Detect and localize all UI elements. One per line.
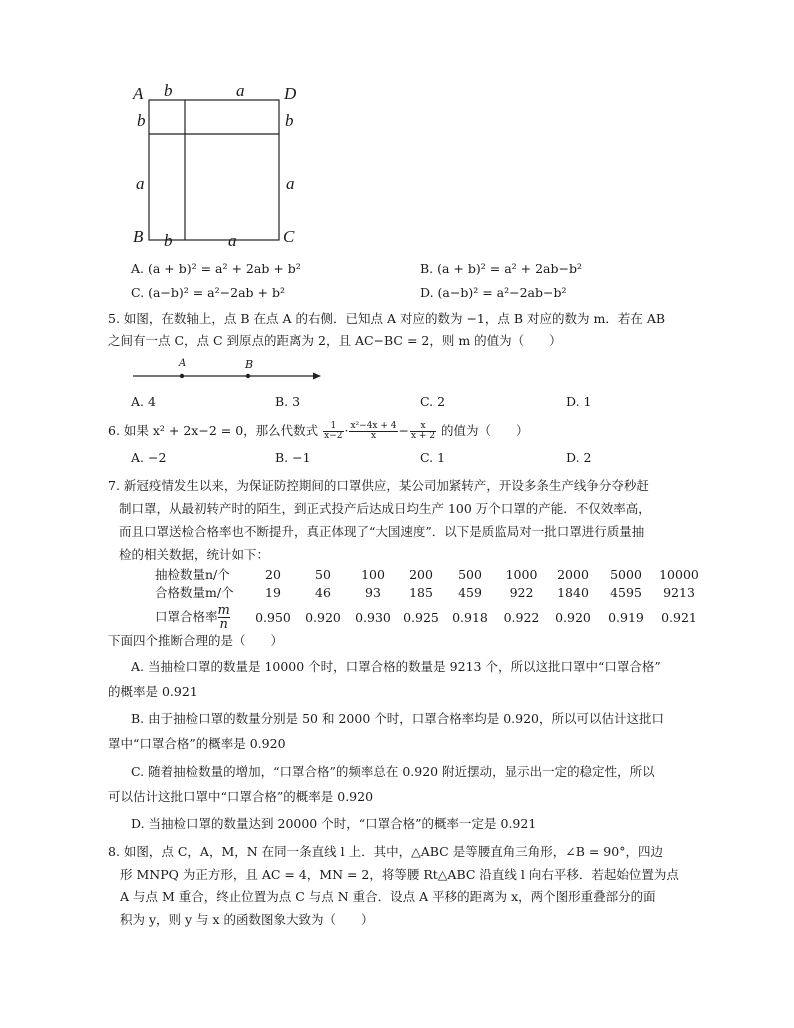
table-cell: 200 xyxy=(409,566,433,582)
numberline-label-A: A xyxy=(179,358,187,369)
table-cell: 0.918 xyxy=(452,609,488,625)
side-label-left-a: a xyxy=(136,174,145,193)
side-label-right-a: a xyxy=(286,174,295,193)
table-cell: 20 xyxy=(265,566,281,582)
q5-option-b: B. 3 xyxy=(275,394,301,409)
q6-option-a: A. −2 xyxy=(131,450,167,465)
q7-option-a-line-2: 的概率是 0.921 xyxy=(108,684,198,699)
table-cell: 50 xyxy=(315,566,331,582)
table-cell: 0.919 xyxy=(608,609,644,625)
side-label-top-a: a xyxy=(236,81,245,100)
corner-label-A: A xyxy=(133,84,144,103)
q6-question: 6. 如果 x² + 2x−2 = 0，那么代数式 $\frac{1}{x-2}$ · $\frac{\text{x²−4x + 4}}{x}$ − $\frac{x}{x + 2}$ 的值为（ ） xyxy=(108,421,529,441)
q6-suffix: 的值为（ ） xyxy=(441,423,529,438)
table-row xyxy=(155,583,705,601)
q4-option-c: C. (a−b)² = a²−2ab + b² xyxy=(131,285,285,300)
q7-data-table xyxy=(155,565,705,633)
q6-option-c: C. 1 xyxy=(420,450,446,465)
table-row-label xyxy=(155,601,248,633)
table-row-label: 抽检数量n/个 xyxy=(155,567,230,582)
table-cell: 1000 xyxy=(505,566,538,582)
table-cell: 0.920 xyxy=(555,609,591,625)
table-cell: 0.922 xyxy=(503,609,540,625)
q5-option-c: C. 2 xyxy=(420,394,446,409)
table-cell: 1840 xyxy=(557,584,589,600)
q5-line-2: 之间有一点 C，点 C 到原点的距离为 2，且 AC−BC = 2，则 m 的值为（ ） xyxy=(108,333,562,348)
rate-fraction xyxy=(218,604,230,631)
table-cell: 46 xyxy=(315,584,331,600)
table-row xyxy=(155,601,705,633)
table-cell: 10000 xyxy=(659,566,699,582)
q6-fraction-3 xyxy=(410,422,436,441)
q6-option-d: D. 2 xyxy=(566,450,592,465)
square-diagram xyxy=(130,82,305,252)
q6-frac2-num: x²−4x + 4 xyxy=(350,421,397,431)
q7-line-1: 7. 新冠疫情发生以来，为保证防控期间的口罩供应，某公司加紧转产，开设多条生产线争分夺秒赶 xyxy=(108,478,649,493)
table-cell: 4595 xyxy=(610,584,642,600)
q5-option-a: A. 4 xyxy=(131,394,156,409)
q7-option-b-line-1: B. 由于抽检口罩的数量分别是 50 和 2000 个时，口罩合格率均是 0.920，所以可以估计这批口 xyxy=(131,711,665,726)
q8-line-2: 形 MNPQ 为正方形，且 AC = 4，MN = 2，将等腰 Rt△ABC 沿直线 l 向右平移．若起始位置为点 xyxy=(120,867,679,882)
q7-line-2: 制口罩，从最初转产时的陌生，到正式投产后达成日均生产 100 万个口罩的产能．不仅效率高， xyxy=(119,501,651,516)
table-cell: 2000 xyxy=(557,566,589,582)
q5-option-d: D. 1 xyxy=(566,394,592,409)
rate-frac-den: n xyxy=(219,616,228,632)
q7-line-4: 检的相关数据，统计如下： xyxy=(119,547,270,562)
rate-frac-num: m xyxy=(217,602,230,618)
corner-label-C: C xyxy=(283,227,295,246)
numberline-label-B: B xyxy=(245,358,254,371)
q6-prefix: 6. 如果 x² + 2x−2 = 0，那么代数式 xyxy=(108,423,319,438)
q4-option-d: D. (a−b)² = a²−2ab−b² xyxy=(420,285,567,300)
q6-fraction-2 xyxy=(349,422,397,441)
table-cell: 93 xyxy=(365,584,381,600)
number-line xyxy=(130,365,325,385)
q5-line-1: 5. 如图，在数轴上，点 B 在点 A 的右侧．已知点 A 对应的数为 −1，点 B 对应的数为 m．若在 AB xyxy=(108,311,666,326)
q4-option-a: A. (a + b)² = a² + 2ab + b² xyxy=(131,261,301,276)
q6-frac2-den: x xyxy=(370,431,377,441)
table-cell: 5000 xyxy=(610,566,642,582)
table-cell: 100 xyxy=(361,566,385,582)
q6-frac1-num: 1 xyxy=(323,422,343,432)
q6-option-b: B. −1 xyxy=(275,450,311,465)
table-cell: 459 xyxy=(458,584,482,600)
rate-label: 口罩合格率 xyxy=(155,608,218,624)
table-cell: 500 xyxy=(458,566,482,582)
q8-line-4: 积为 y，则 y 与 x 的函数图象大致为（ ） xyxy=(120,912,374,927)
q8-line-3: A 与点 M 重合，终止位置为点 C 与点 N 重合．设点 A 平移的距离为 x，两个图形重叠部分的面 xyxy=(120,889,656,904)
q6-frac3-den: x + 2 xyxy=(410,431,436,441)
table-row-label: 合格数量m/个 xyxy=(155,585,234,600)
table-cell: 0.921 xyxy=(661,609,697,625)
q7-question: 下面四个推断合理的是（ ） xyxy=(108,633,284,648)
corner-label-B: B xyxy=(133,227,144,246)
corner-label-D: D xyxy=(284,84,297,103)
table-row xyxy=(155,565,705,583)
q7-option-a-line-1: A. 当抽检口罩的数量是 10000 个时，口罩合格的数量是 9213 个，所以这批口罩中“口罩合格” xyxy=(131,659,661,674)
q7-option-c-line-1: C. 随着抽检数量的增加，“口罩合格”的频率总在 0.920 附近摆动，显示出一定的稳定性，所以 xyxy=(131,764,655,779)
q6-fraction-1 xyxy=(323,422,343,441)
table-cell: 0.930 xyxy=(355,609,391,625)
side-label-right-b: b xyxy=(285,111,294,130)
q7-option-c-line-2: 可以估计这批口罩中“口罩合格”的概率是 0.920 xyxy=(108,789,374,804)
q7-option-b-line-2: 罩中“口罩合格”的概率是 0.920 xyxy=(108,736,286,751)
table-cell: 19 xyxy=(265,584,281,600)
q6-frac3-num: x xyxy=(410,422,436,432)
table-cell: 922 xyxy=(509,584,534,600)
table-cell: 9213 xyxy=(663,584,695,600)
side-label-left-b: b xyxy=(137,111,146,130)
q7-line-3: 而且口罩送检合格率也不断提升，真正体现了“大国速度”．以下是质监局对一批口罩进行质量抽 xyxy=(119,524,645,539)
side-label-bottom-b: b xyxy=(164,231,173,250)
q7-option-d: D. 当抽检口罩的数量达到 20000 个时，“口罩合格”的概率一定是 0.921 xyxy=(131,816,537,831)
table-cell: 0.925 xyxy=(403,609,439,625)
q4-option-b: B. (a + b)² = a² + 2ab−b² xyxy=(420,261,582,276)
q8-line-1: 8. 如图，点 C，A，M，N 在同一条直线 l 上．其中，△ABC 是等腰直角三角形，∠B = 90°，四边 xyxy=(108,844,663,859)
side-label-top-b: b xyxy=(164,81,173,100)
table-cell: 0.950 xyxy=(255,609,291,625)
q6-frac1-den: x−2 xyxy=(324,431,343,441)
side-label-bottom-a: a xyxy=(228,231,237,250)
table-cell: 0.920 xyxy=(305,609,341,625)
table-cell: 185 xyxy=(409,584,433,600)
